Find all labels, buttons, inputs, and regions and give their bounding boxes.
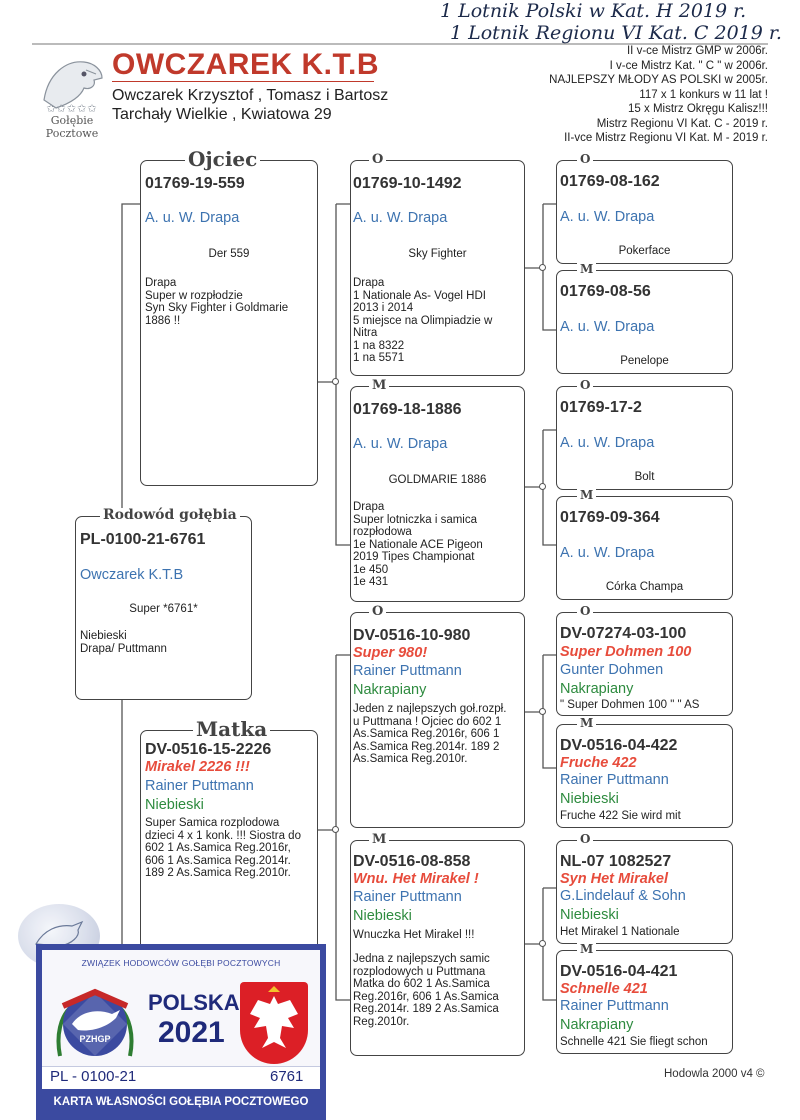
mfm-card — [556, 716, 733, 828]
connector-dot — [539, 940, 546, 947]
breeder: Rainer Puttmann — [560, 772, 669, 788]
color: Niebieski — [560, 907, 619, 923]
breeder: A. u. W. Drapa — [145, 210, 240, 226]
logo-text: Gołębie — [50, 114, 94, 127]
owners: Owczarek Krzysztof , Tomasz i Bartosz — [112, 87, 389, 104]
pigeon-name: Wnu. Het Mirakel ! — [353, 871, 479, 887]
pigeon-name: Pokerface — [618, 245, 671, 257]
color: Niebieski — [560, 791, 619, 807]
pigeon-name: Bolt — [634, 471, 655, 483]
ring-number: DV-0516-15-2226 — [145, 741, 272, 758]
fff-card — [556, 152, 733, 264]
description: Het Mirakel 1 Nationale — [560, 926, 680, 938]
dam-heading: M — [369, 833, 389, 846]
description: Schnelle 421 Sie fliegt schon — [560, 1036, 708, 1048]
breeder: Gunter Dohmen — [560, 662, 664, 678]
fmm-card — [556, 488, 733, 600]
ring-number: 01769-08-162 — [560, 173, 660, 190]
description: Fruche 422 Sie wird mit — [560, 810, 681, 822]
achievement: 15 x Mistrz Okręgu Kalisz!!! — [628, 103, 768, 115]
dam-heading: M — [577, 263, 596, 275]
father-card — [140, 147, 318, 486]
eagle-icon — [240, 982, 308, 1064]
pzhgp-logo-icon — [50, 976, 140, 1072]
pigeon-name: Super Dohmen 100 — [560, 644, 692, 660]
ring-number: 01769-08-56 — [560, 283, 651, 300]
ff-card — [350, 152, 525, 376]
sire-heading: O — [577, 379, 593, 391]
handwritten-note: 1 Lotnik Regionu VI Kat. C 2019 r. — [450, 22, 782, 44]
mmf-card — [556, 832, 733, 944]
ring-number: 01769-17-2 — [560, 399, 642, 416]
pigeon-name: Der 559 — [208, 248, 250, 260]
title-underline — [112, 81, 374, 82]
polish-eagle-emblem — [240, 982, 308, 1064]
fm-card — [350, 378, 525, 602]
mf-card — [350, 604, 525, 828]
pigeon-name: Córka Champa — [605, 581, 684, 593]
description: " Super Dohmen 100 " " AS — [560, 699, 700, 711]
connector-dot — [332, 826, 339, 833]
owner: Owczarek K.T.B — [80, 567, 184, 583]
sire-heading: O — [577, 833, 593, 845]
achievement: II v-ce Mistrz GMP w 2006r. — [626, 45, 768, 57]
color: Nakrapiany — [560, 681, 634, 697]
ring-number: DV-0516-08-858 — [353, 853, 471, 870]
sire-heading: O — [577, 153, 593, 165]
pzhgp-badge — [50, 976, 140, 1072]
achievement: II-vce Mistrz Regionu VI Kat. M - 2019 r. — [564, 132, 768, 144]
breeder: A. u. W. Drapa — [560, 209, 655, 225]
color: Niebieski — [145, 797, 204, 813]
description: Super Samica rozplodowa dzieci 4 x 1 konk. !!! Siostra do 602 1 As.Samica Reg.2016r, 606 1 As.Samica Reg.2014r. 189 2 As.Samica Reg.2010r. — [145, 817, 301, 879]
color: Niebieski — [353, 908, 412, 924]
ring-number: 01769-18-1886 — [353, 401, 462, 418]
sire-heading: O — [369, 153, 386, 166]
card-country: POLSKA — [148, 990, 240, 1015]
achievements-list — [438, 44, 768, 146]
connector-dot — [332, 378, 339, 385]
logo-text: Pocztowe — [45, 127, 99, 140]
ring-number: DV-0516-04-421 — [560, 963, 678, 980]
dam-heading: M — [577, 717, 596, 729]
badge-text: PZHGP — [79, 1034, 111, 1044]
achievement: 117 x 1 konkurs w 11 lat ! — [639, 88, 768, 101]
ring-number: 01769-09-364 — [560, 509, 660, 526]
ring-number: DV-0516-10-980 — [353, 627, 471, 644]
pigeon-name: Schnelle 421 — [560, 981, 648, 997]
pigeon-name: Super *6761* — [129, 603, 198, 615]
breeder: A. u. W. Drapa — [353, 436, 448, 452]
description: Jedna z najlepszych samic rozplodowych u Puttmana Matka do 602 1 As.Samica Reg.2016r, 606 1 As.Samica Reg.2014r. 189 2 As.Samica Reg.2010r. — [353, 953, 499, 1028]
fmf-card — [556, 378, 733, 490]
pigeon-name: Super 980! — [353, 645, 428, 661]
dam-heading: M — [577, 943, 596, 955]
description: Jeden z najlepszych goł.rozpł. u Puttmana ! Ojciec do 602 1 As.Samica Reg.2016r, 606 1 As.Samica Reg.2014r. 189 2 As.Samica Reg.2010r. — [353, 703, 507, 765]
breeder: A. u. W. Drapa — [353, 210, 448, 226]
breeder: Rainer Puttmann — [145, 778, 254, 794]
subject-heading: Rodowód gołębia — [100, 508, 240, 522]
address: Tarchały Wielkie , Kwiatowa 29 — [112, 106, 332, 123]
ring-number: 01769-19-559 — [145, 175, 245, 192]
description: Drapa Super w rozpłodzie Syn Sky Fighter i Goldmarie 1886 !! — [145, 277, 289, 327]
mff-card — [556, 604, 733, 716]
ffm-card — [556, 262, 733, 374]
connector-dot — [539, 483, 546, 490]
description: Wnuczka Het Mirakel !!! — [353, 929, 475, 941]
sire-heading: O — [577, 605, 593, 617]
pigeon-logo — [38, 52, 106, 144]
mother-heading: Matka — [193, 719, 270, 739]
mm-card — [350, 832, 525, 1056]
color: Nakrapiany — [560, 1017, 634, 1033]
breeder: G.Lindelauf & Sohn — [560, 888, 686, 904]
sire-heading: O — [369, 605, 386, 618]
achievement: I v-ce Mistrz Kat. " C " w 2006r. — [609, 59, 768, 72]
connector-dot — [539, 708, 546, 715]
ring-number: DV-07274-03-100 — [560, 625, 687, 642]
stars: ✩✩✩✩✩ — [46, 103, 98, 115]
breeder: A. u. W. Drapa — [560, 319, 655, 335]
description: Niebieski Drapa/ Puttmann — [80, 630, 167, 655]
dam-heading: M — [577, 489, 596, 501]
ring-number: 01769-10-1492 — [353, 175, 462, 192]
software-credit: Hodowla 2000 v4 © — [664, 1068, 765, 1080]
pigeon-name: Sky Fighter — [408, 248, 467, 260]
card-footer: KARTA WŁASNOŚCI GOŁĘBIA POCZTOWEGO — [53, 1096, 309, 1108]
ring-number: NL-07 1082527 — [560, 853, 672, 870]
breeder: A. u. W. Drapa — [560, 545, 655, 561]
pigeon-name: Syn Het Mirakel — [560, 871, 668, 887]
card-year: 2021 — [158, 1016, 225, 1049]
ownership-card — [36, 944, 326, 1120]
subject-card — [75, 507, 252, 700]
pigeon-name: Mirakel 2226 !!! — [145, 759, 250, 775]
color: Nakrapiany — [353, 682, 427, 698]
description: Drapa 1 Nationale As- Vogel HDI 2013 i 2014 5 miejsce na Olimpiadzie w Nitra 1 na 8322 1 na 5571 — [353, 277, 493, 364]
achievement: NAJLEPSZY MŁODY AS POLSKI w 2005r. — [549, 74, 768, 86]
achievement: Mistrz Regionu VI Kat. C - 2019 r. — [596, 117, 768, 130]
description: Drapa Super lotniczka i samica rozpłodowa 1e Nationale ACE Pigeon 2019 Tipes Championat 1e 450 1e 431 — [353, 501, 483, 588]
pigeon-name: Penelope — [620, 355, 669, 367]
breeder: A. u. W. Drapa — [560, 435, 655, 451]
breeder: Rainer Puttmann — [560, 998, 669, 1014]
breeder: Rainer Puttmann — [353, 663, 462, 679]
union-name: ZWIĄZEK HODOWCÓW GOŁĘBI POCZTOWYCH — [81, 958, 281, 968]
card-ring-prefix: PL - 0100-21 — [50, 1068, 137, 1085]
pigeon-name: GOLDMARIE 1886 — [388, 474, 487, 486]
breeder: Rainer Puttmann — [353, 889, 462, 905]
ring-number: DV-0516-04-422 — [560, 737, 678, 754]
card-ring-number: 6761 — [270, 1068, 304, 1085]
dam-heading: M — [369, 379, 389, 392]
handwritten-note: 1 Lotnik Polski w Kat. H 2019 r. — [440, 0, 747, 22]
mmm-card — [556, 942, 733, 1054]
pigeon-name: Fruche 422 — [560, 755, 637, 771]
breeder-title: OWCZAREK K.T.B — [112, 48, 379, 81]
connector-dot — [539, 264, 546, 271]
ring-number: PL-0100-21-6761 — [80, 531, 206, 548]
father-heading: Ojciec — [185, 149, 260, 169]
